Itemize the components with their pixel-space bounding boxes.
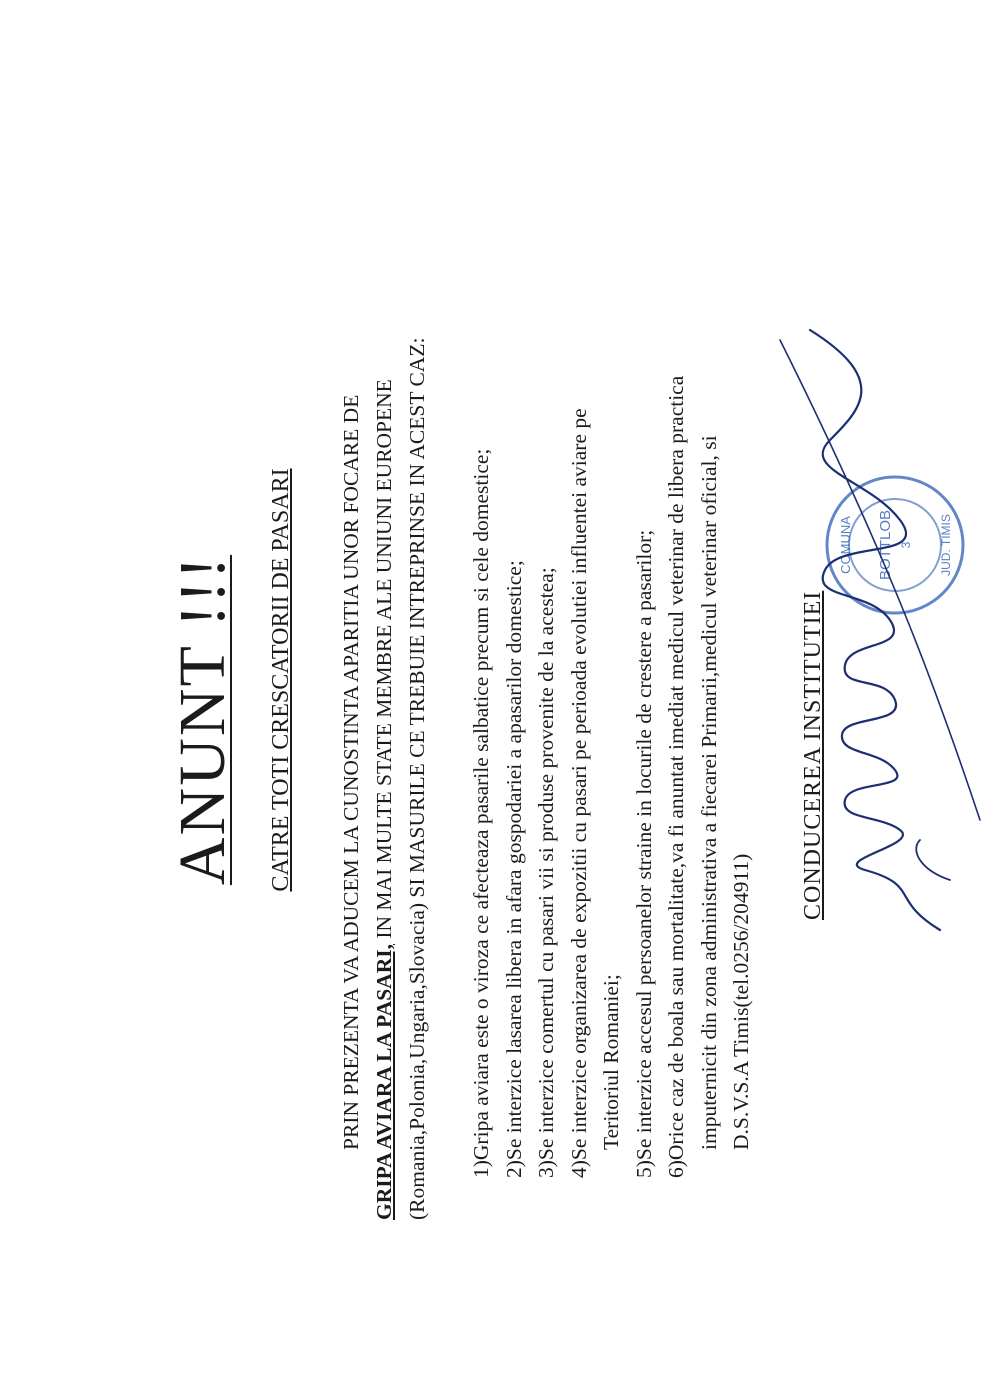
signature-label: CONDUCEREA INSTITUTIEI <box>800 590 826 920</box>
list-item: 5)Se interzice accesul persoanelor straine in locurile de crestere a pasarilor; <box>631 529 656 1178</box>
list-item-continuation: imputernicit din zona administrativa a fiecarei Primarii,medicul veterinar oficial, si <box>696 435 721 1150</box>
list-item-continuation: Teritoriul Romaniei; <box>599 974 623 1150</box>
notice-title: ANUNT !!! <box>166 554 239 886</box>
intro-paragraph <box>335 110 434 1220</box>
intro-line-2-rest: IN MAI MULTE STATE MEMBRE ALE UNIUNI EUROPENE <box>372 379 396 945</box>
intro-line-1: PRIN PREZENTA VA ADUCEM LA CUNOSTINTA APARITIA UNOR FOCARE DE <box>339 394 363 1150</box>
stamp-bottom-text: JUD. TIMIS <box>939 514 953 576</box>
intro-line-2 <box>368 110 401 1220</box>
measures-list <box>465 48 758 1178</box>
notice-subtitle: CATRE TOTI CRESCATORII DE PASARI <box>268 468 294 892</box>
list-item: 6)Orice caz de boala sau mortalitate,va fi anuntat imediat medicul veterinar de libera practica <box>664 375 688 1178</box>
intro-bold-phrase: GRIPA AVIARA LA PASARI, <box>372 944 396 1220</box>
intro-line-3: (Romania,Polonia,Ungaria,Slovacia) SI MASURILE CE TREBUIE INTREPRINSE IN ACEST CAZ: <box>405 337 429 1220</box>
stamp-middle-text: BOTTLOB <box>877 509 894 581</box>
list-item-continuation: D.S.V.S.A Timis(tel.0256/204911) <box>729 853 753 1150</box>
list-item: 3)Se interzice comertul cu pasari vii si produse provenite de la acestea; <box>534 567 558 1178</box>
handwritten-signature <box>770 320 990 940</box>
list-item: 4)Se interzice organizarea de expozitii cu pasari pe perioada evolutiei influentei aviare pe <box>566 408 591 1178</box>
stamp-top-text: COMUNA <box>838 516 853 574</box>
list-item: 2)Se interzice lasarea libera in afara gospodariei a apasarilor domestice; <box>501 560 526 1178</box>
list-item: 1)Gripa aviara este o viroza ce afecteaza pasarile salbatice precum si cele domestice; <box>469 448 493 1178</box>
stamp-number: 3 <box>899 541 913 549</box>
